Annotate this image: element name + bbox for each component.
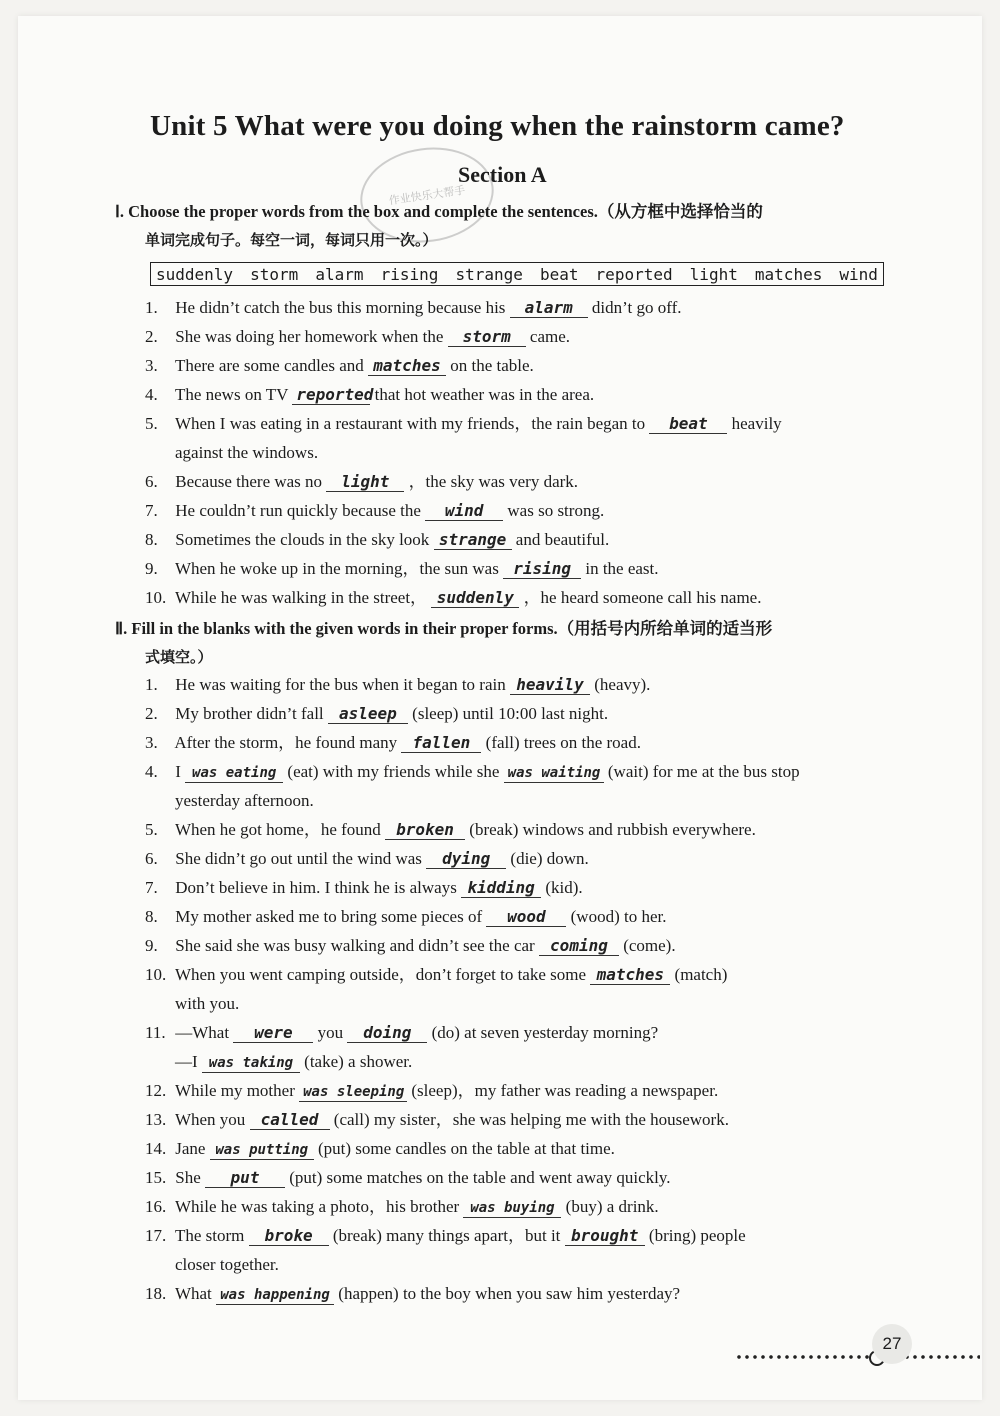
- question-text: (wait) for me at the bus stop: [607, 762, 800, 781]
- section-title: Section A: [458, 162, 547, 187]
- word-box-item: matches: [754, 264, 823, 284]
- answer-blank[interactable]: matches: [590, 966, 670, 985]
- word-box-item: strange: [455, 264, 523, 284]
- question-text: There are some candles and: [174, 356, 364, 375]
- question-text: The news on TV: [174, 385, 289, 404]
- word-box-item: rising: [380, 264, 439, 284]
- question-text: (do) at seven yesterday morning?: [431, 1023, 659, 1042]
- question-number: 5.: [145, 414, 158, 433]
- question-text: (kid).: [545, 878, 583, 897]
- question-text: on the table.: [450, 356, 534, 375]
- question-text: Don’t believe in him. I think he is always: [175, 878, 457, 897]
- question-text: After the storm，he found many: [174, 733, 398, 752]
- question-text: My mother asked me to bring some pieces of: [175, 907, 483, 926]
- answer-blank[interactable]: kidding: [461, 879, 541, 898]
- question-number: 8.: [145, 907, 158, 926]
- question-text: ，the sky was very dark.: [408, 472, 579, 491]
- question-number: 1.: [145, 298, 158, 317]
- word-box-item: wind: [839, 264, 878, 284]
- question-text: Because there was no: [175, 472, 323, 491]
- answer-blank[interactable]: heavily: [510, 676, 590, 695]
- question-text: in the east.: [585, 559, 659, 578]
- question-text: (put) some matches on the table and went away quickly.: [289, 1168, 671, 1187]
- part1-question-7: [145, 496, 920, 525]
- question-text: (heavy).: [594, 675, 651, 694]
- part1-heading-line2: 单词完成句子。每空一词，每词只用一次。）: [145, 231, 438, 249]
- answer-blank[interactable]: strange: [434, 531, 512, 550]
- answer-blank[interactable]: was buying: [463, 1199, 561, 1218]
- part2-question-8: [145, 902, 920, 931]
- part1-question-10: [145, 583, 920, 612]
- question-text: (break) many things apart，but it: [332, 1226, 561, 1245]
- question-number: 18.: [145, 1284, 167, 1303]
- question-text: was so strong.: [507, 501, 605, 520]
- answer-blank[interactable]: was happening: [216, 1286, 334, 1305]
- question-text: ，he heard someone call his name.: [523, 588, 762, 607]
- question-continuation: against the windows.: [175, 443, 319, 462]
- part2-question-13: [145, 1105, 920, 1134]
- answer-blank[interactable]: dying: [426, 850, 506, 869]
- part2-question-11: [145, 1018, 920, 1076]
- question-text: (put) some candles on the table at that time.: [317, 1139, 615, 1158]
- question-number: 10.: [145, 965, 167, 984]
- part2-question-4: [145, 757, 920, 815]
- answer-blank[interactable]: was putting: [210, 1141, 314, 1160]
- question-text: (sleep) until 10:00 last night.: [412, 704, 609, 723]
- question-number: 15.: [145, 1168, 167, 1187]
- part2-question-17: [145, 1221, 920, 1279]
- word-box-item: suddenly: [156, 264, 234, 284]
- question-text: and beautiful.: [515, 530, 610, 549]
- part1-heading: [115, 197, 920, 255]
- question-text: (match): [674, 965, 728, 984]
- question-number: 13.: [145, 1110, 167, 1129]
- question-text: He couldn’t run quickly because the: [175, 501, 421, 520]
- answer-blank[interactable]: broke: [249, 1227, 329, 1246]
- question-continuation: closer together.: [175, 1255, 279, 1274]
- answer-blank[interactable]: suddenly: [431, 589, 519, 608]
- question-text: (break) windows and rubbish everywhere.: [469, 820, 756, 839]
- question-number: 3.: [145, 733, 158, 752]
- answer-blank[interactable]: alarm: [510, 299, 588, 318]
- question-text: While he was taking a photo，his brother: [174, 1197, 460, 1216]
- question-number: 4.: [145, 385, 158, 404]
- question-number: 6.: [145, 472, 158, 491]
- part2-question-18: [145, 1279, 920, 1308]
- question-text: (call) my sister，she was helping me with the housework.: [333, 1110, 729, 1129]
- part1-question-3: [145, 351, 920, 380]
- question-text: (fall) trees on the road.: [485, 733, 641, 752]
- question-number: 2.: [145, 327, 158, 346]
- answer-blank[interactable]: coming: [539, 937, 619, 956]
- question-text: didn’t go off.: [591, 298, 682, 317]
- word-box-item: beat: [539, 264, 579, 284]
- question-text: He didn’t catch the bus this morning because his: [175, 298, 506, 317]
- question-text: When you: [174, 1110, 246, 1129]
- unit-title: Unit 5 What were you doing when the rainstorm came?: [150, 110, 845, 142]
- question-text: (bring) people: [648, 1226, 746, 1245]
- question-number: 2.: [145, 704, 158, 723]
- word-box-item: alarm: [315, 264, 364, 284]
- part2-question-3: [145, 728, 920, 757]
- question-text: She was doing her homework when the: [175, 327, 444, 346]
- answer-blank[interactable]: rising: [503, 560, 581, 579]
- question-text: He was waiting for the bus when it began to rain: [175, 675, 506, 694]
- question-text: you: [317, 1023, 344, 1042]
- question-number: 16.: [145, 1197, 167, 1216]
- part1-question-8: [145, 525, 920, 554]
- answer-blank[interactable]: were: [233, 1024, 313, 1043]
- part2-question-12: [145, 1076, 920, 1105]
- question-text: I: [175, 762, 181, 781]
- part2-question-16: [145, 1192, 920, 1221]
- answer-blank[interactable]: wind: [425, 502, 503, 521]
- part1-heading-line1: Ⅰ. Choose the proper words from the box and complete the sentences.（从方框中选择恰当的: [115, 202, 763, 221]
- question-number: 11.: [145, 1023, 166, 1042]
- question-text: When I was eating in a restaurant with my friends，the rain began to: [174, 414, 646, 433]
- question-continuation: yesterday afternoon.: [175, 791, 314, 810]
- question-number: 14.: [145, 1139, 167, 1158]
- answer-blank[interactable]: doing: [347, 1024, 427, 1043]
- question-text: (eat) with my friends while she: [287, 762, 500, 781]
- question-number: 4.: [145, 762, 158, 781]
- part2-question-1: [145, 670, 920, 699]
- question-number: 12.: [145, 1081, 167, 1100]
- answer-blank[interactable]: wood: [486, 908, 566, 927]
- question-text: She said she was busy walking and didn’t see the car: [175, 936, 535, 955]
- question-text: The storm: [174, 1226, 245, 1245]
- word-box-item: light: [689, 264, 738, 284]
- question-text: heavily: [731, 414, 782, 433]
- answer-blank[interactable]: was sleeping: [299, 1083, 407, 1102]
- question-number: 9.: [145, 936, 158, 955]
- answer-blank[interactable]: beat: [649, 415, 727, 434]
- answer-blank[interactable]: was eating: [185, 764, 283, 783]
- question-number: 5.: [145, 820, 158, 839]
- question-text: When you went camping outside，don’t forget to take some: [174, 965, 587, 984]
- question-text: She: [175, 1168, 201, 1187]
- question-text: When he woke up in the morning，the sun was: [174, 559, 499, 578]
- part1-question-6: [145, 467, 920, 496]
- part2-question-5: [145, 815, 920, 844]
- question-number: 6.: [145, 849, 158, 868]
- question-text: (take) a shower.: [304, 1052, 413, 1071]
- question-text: When he got home，he found: [174, 820, 381, 839]
- question-number: 10.: [145, 588, 167, 607]
- question-text: —What: [175, 1023, 230, 1042]
- answer-blank[interactable]: matches: [368, 357, 446, 376]
- question-text: —I: [175, 1052, 198, 1071]
- question-text: While my mother: [174, 1081, 295, 1100]
- part2-question-2: [145, 699, 920, 728]
- part2-question-9: [145, 931, 920, 960]
- part2-heading-line2: 式填空。）: [145, 648, 213, 666]
- word-box: [150, 262, 884, 286]
- question-text: Sometimes the clouds in the sky look: [175, 530, 430, 549]
- question-text: (die) down.: [510, 849, 589, 868]
- question-text: Jane: [175, 1139, 206, 1158]
- question-text: came.: [529, 327, 571, 346]
- question-text: She didn’t go out until the wind was: [175, 849, 422, 868]
- question-text: (buy) a drink.: [565, 1197, 659, 1216]
- question-text: What: [174, 1284, 212, 1303]
- answer-blank[interactable]: put: [205, 1169, 285, 1188]
- part1-question-5: [145, 409, 920, 467]
- part1-question-4: [145, 380, 920, 409]
- question-continuation: with you.: [175, 994, 240, 1013]
- answer-blank[interactable]: light: [326, 473, 404, 492]
- question-continuation: [145, 1047, 920, 1076]
- question-text: (sleep)，my father was reading a newspaper.: [411, 1081, 719, 1100]
- part2-question-6: [145, 844, 920, 873]
- answer-blank[interactable]: reported: [292, 386, 370, 405]
- part1-question-9: [145, 554, 920, 583]
- question-text: that hot weather was in the area.: [374, 385, 595, 404]
- word-box-item: storm: [250, 264, 299, 284]
- answer-blank[interactable]: called: [250, 1111, 330, 1130]
- question-number: 9.: [145, 559, 158, 578]
- question-text: My brother didn’t fall: [175, 704, 324, 723]
- question-number: 7.: [145, 878, 158, 897]
- part2-heading: [115, 614, 920, 672]
- part2-question-7: [145, 873, 920, 902]
- question-text: (happen) to the boy when you saw him yesterday?: [338, 1284, 681, 1303]
- part2-question-14: [145, 1134, 920, 1163]
- question-number: 8.: [145, 530, 158, 549]
- word-box-item: reported: [595, 264, 673, 284]
- answer-blank[interactable]: asleep: [328, 705, 408, 724]
- part2-question-10: [145, 960, 920, 1018]
- question-number: 17.: [145, 1226, 167, 1245]
- part1-question-2: [145, 322, 920, 351]
- answer-blank[interactable]: broken: [385, 821, 465, 840]
- stamp-text: 作业快乐大帮手: [388, 183, 467, 208]
- part2-question-15: [145, 1163, 920, 1192]
- answer-blank[interactable]: was taking: [202, 1054, 300, 1073]
- question-text: (wood) to her.: [570, 907, 667, 926]
- question-number: 3.: [145, 356, 158, 375]
- dotted-rule: [735, 1354, 980, 1360]
- question-number: 7.: [145, 501, 158, 520]
- answer-blank[interactable]: fallen: [401, 734, 481, 753]
- question-number: 1.: [145, 675, 158, 694]
- page-number: 27: [872, 1324, 912, 1364]
- part1-question-1: [145, 293, 920, 322]
- answer-blank[interactable]: storm: [448, 328, 526, 347]
- question-text: (come).: [623, 936, 676, 955]
- answer-blank[interactable]: was waiting: [504, 764, 604, 783]
- question-text: While he was walking in the street，: [174, 588, 428, 607]
- answer-blank[interactable]: brought: [565, 1227, 645, 1246]
- part2-heading-line1: Ⅱ. Fill in the blanks with the given words in their proper forms.（用括号内所给单词的适当形: [115, 619, 773, 638]
